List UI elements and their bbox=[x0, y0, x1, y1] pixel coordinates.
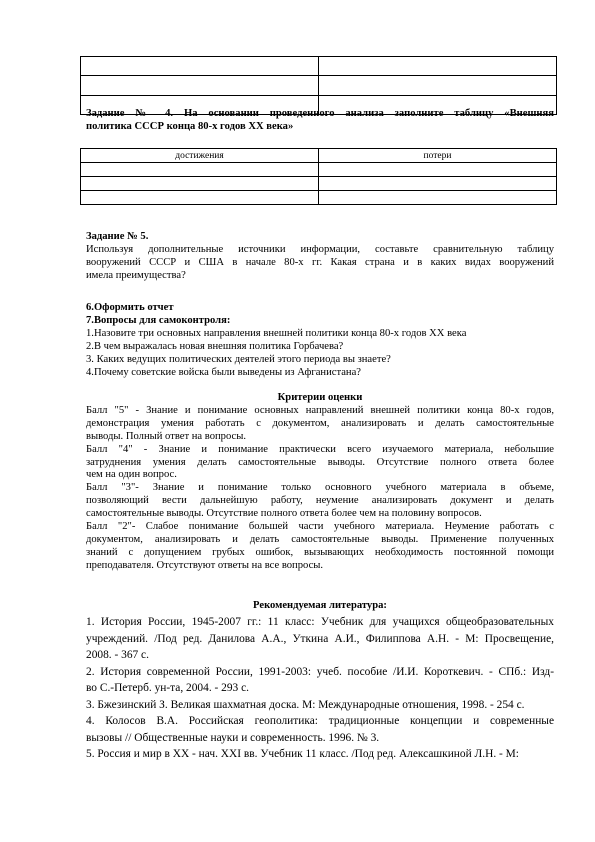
task5-line-2: вооружений СССР и США в начале 80-х гг. Какая страна и в каких видах вооружений bbox=[86, 256, 554, 268]
task5-block bbox=[86, 231, 554, 283]
table-row bbox=[81, 191, 557, 205]
grade4-line-1: Балл "4" - Знание и понимание практически всего изучаемого материала, небольшие bbox=[86, 443, 554, 455]
criteria-block bbox=[86, 392, 554, 573]
section6-title: 6.Оформить отчет bbox=[86, 302, 174, 313]
grade5-line-2: демонстрация умения работать с документом, анализировать и делать самостоятельные bbox=[86, 417, 554, 429]
table-cell bbox=[319, 191, 557, 205]
table-cell bbox=[81, 163, 319, 177]
table-row bbox=[81, 163, 557, 177]
grade4-line-3: чем на один вопрос. bbox=[86, 469, 177, 481]
task4-line-2: политика СССР конца 80-х годов XX века» bbox=[86, 120, 294, 132]
question-2: 2.В чем выражалась новая внешняя политика Горбачева? bbox=[86, 340, 344, 352]
lit-item-3-line-1: 3. Бжезинский З. Великая шахматная доска. М: Международные отношения, 1998. - 254 с. bbox=[86, 698, 525, 711]
top-table bbox=[80, 56, 557, 115]
table-cell bbox=[81, 177, 319, 191]
table-row bbox=[81, 57, 557, 76]
task4-heading bbox=[86, 108, 554, 134]
grade2-line-4: преподавателя. Отсутствуют ответы на все вопросы. bbox=[86, 559, 324, 571]
questions-block bbox=[86, 302, 554, 379]
table-cell bbox=[319, 57, 557, 76]
literature-heading bbox=[86, 600, 554, 613]
grade5-line-3: выводы. Полный ответ на вопросы. bbox=[86, 430, 246, 442]
table-cell bbox=[319, 177, 557, 191]
grade4-line-2: затруднения умения делать самостоятельные выводы. Отсутствие полного ответа более bbox=[86, 456, 554, 468]
lit-item-1-line-2: учреждений. /Под ред. Данилова А.А., Уткина А.И., Филиппова А.Н. - М: Просвещение, bbox=[86, 632, 554, 645]
lit-item-5-line-1: 5. Россия и мир в XX - нач. XXI вв. Учебник 11 класс. /Под ред. Алексашкиной Л.Н. - М: bbox=[86, 748, 519, 760]
question-4: 4.Почему советские войска были выведены из Афганистана? bbox=[86, 366, 361, 378]
table-cell bbox=[319, 76, 557, 96]
literature-title: Рекомендуемая литература: bbox=[253, 600, 387, 611]
literature-list bbox=[86, 614, 554, 763]
task4-table bbox=[80, 148, 557, 205]
column-header-achievements: достижения bbox=[81, 149, 319, 163]
table-cell bbox=[81, 191, 319, 205]
table-cell bbox=[319, 163, 557, 177]
table-cell bbox=[81, 57, 319, 76]
question-3: 3. Каких ведущих политических деятелей этого периода вы знаете? bbox=[86, 353, 391, 365]
section7-title: 7.Вопросы для самоконтроля: bbox=[86, 314, 231, 326]
grade3-line-1: Балл "3"- Знание и понимание только основного учебного материала в объеме, bbox=[86, 482, 554, 494]
column-header-losses: потери bbox=[319, 149, 557, 163]
lit-item-1-line-3: 2008. - 367 с. bbox=[86, 649, 149, 661]
grade3-line-2: позволяющий вести дальнейшую работу, неумение анализировать документ и делать bbox=[86, 495, 554, 507]
lit-item-1-line-1: 1. История России, 1945-2007 гг.: 11 класс: Учебник для учащихся общеобразовательных bbox=[86, 616, 554, 628]
lit-item-4-line-1: 4. Колосов В.А. Российская геополитика: традиционные концепции и современные bbox=[86, 715, 554, 727]
task5-line-1: Используя дополнительные источники информации, составьте сравнительную таблицу bbox=[86, 243, 554, 255]
grade5-line-1: Балл "5" - Знание и понимание основных направлений внешней политики конца 80-х годов, bbox=[86, 404, 554, 416]
grade2-line-3: знаний с допущением грубых ошибок, вызывающих необходимость постоянной помощи bbox=[86, 546, 554, 558]
table-row bbox=[81, 76, 557, 96]
table-row bbox=[81, 177, 557, 191]
task4-line-1: Задание № 4. На основании проведенного анализа заполните таблицу «Внешняя bbox=[86, 108, 554, 119]
lit-item-4-line-2: вызовы // Общественные науки и современность. 1996. № 3. bbox=[86, 731, 380, 744]
table-header-row bbox=[81, 149, 557, 163]
grade2-line-1: Балл "2"- Слабое понимание большей части учебного материала. Неумение работать с bbox=[86, 521, 554, 533]
lit-item-2-line-1: 2. История современной России, 1991-2003: учеб. пособие /И.И. Короткевич. - СПб.: Изд- bbox=[86, 665, 554, 678]
criteria-title: Критерии оценки bbox=[277, 392, 363, 403]
table-cell bbox=[81, 76, 319, 96]
lit-item-2-line-2: во С.-Петерб. ун-та, 2004. - 293 с. bbox=[86, 682, 249, 694]
grade3-line-3: самостоятельные выводы. Отсутствие полного ответа более чем на половину вопросов. bbox=[86, 508, 482, 520]
grade2-line-2: документом, анализировать и делать самостоятельные выводы. Применение полученных bbox=[86, 533, 554, 545]
task5-line-3: имела преимущества? bbox=[86, 269, 186, 281]
question-1: 1.Назовите три основных направления внешней политики конца 80-х годов XX века bbox=[86, 327, 467, 339]
task5-title: Задание № 5. bbox=[86, 231, 149, 242]
